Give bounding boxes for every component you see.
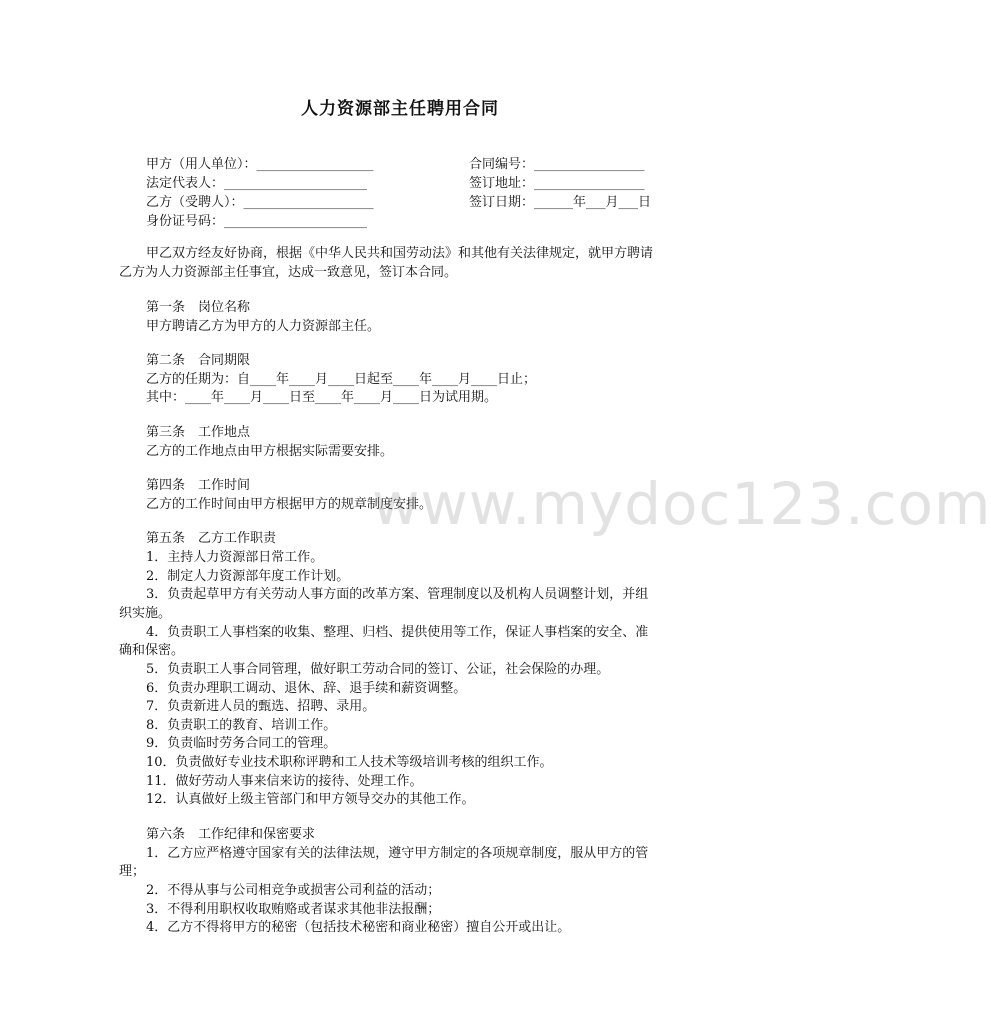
article-5-item: 9．负责临时劳务合同工的管理。 [146, 736, 337, 751]
article-4-body: 乙方的工作时间由甲方根据甲方的规章制度安排。 [146, 497, 433, 512]
article-6-item: 2．不得从事与公司相竞争或损害公司利益的活动； [146, 883, 441, 898]
article-2-line: 乙方的任期为：自____年____月____日起至____年____月____日止； [146, 372, 537, 387]
article-5-item: 6．负责办理职工调动、退休、辞、退手续和薪资调整。 [146, 681, 467, 696]
article-2-heading: 第二条 合同期限 [146, 353, 251, 368]
article-5-item: 4．负责职工人事档案的收集、整理、归档、提供使用等工作，保证人事档案的安全、准 [146, 625, 649, 640]
article-3-body: 乙方的工作地点由甲方根据实际需要安排。 [146, 444, 394, 459]
sign-place-field: 签订地址：_________________ [469, 176, 645, 191]
id-number-field: 身份证号码：______________________ [146, 214, 368, 229]
contract-no-field: 合同编号：_________________ [469, 157, 645, 172]
article-5-heading: 第五条 乙方工作职责 [146, 531, 277, 546]
article-6-item: 理； [119, 864, 146, 879]
intro-line: 乙方为人力资源部主任事宜，达成一致意见，签订本合同。 [119, 265, 458, 280]
article-6-heading: 第六条 工作纪律和保密要求 [146, 827, 316, 842]
watermark-text: www.mydoc123.com [372, 470, 991, 538]
article-5-item: 确和保密。 [119, 643, 185, 658]
article-3-heading: 第三条 工作地点 [146, 425, 251, 440]
article-5-item: 10．负责做好专业技术职称评聘和工人技术等级培训考核的组织工作。 [146, 755, 553, 770]
watermark [372, 470, 991, 538]
article-5-item: 7．负责新进人员的甄选、招聘、录用。 [146, 699, 376, 714]
intro-line: 甲乙双方经友好协商，根据《中华人民共和国劳动法》和其他有关法律规定，就甲方聘请 [146, 246, 654, 261]
article-5-item: 2．制定人力资源部年度工作计划。 [146, 569, 350, 584]
article-1-heading: 第一条 岗位名称 [146, 300, 251, 315]
article-4-heading: 第四条 工作时间 [146, 478, 251, 493]
article-1-body: 甲方聘请乙方为甲方的人力资源部主任。 [146, 319, 381, 334]
article-2-line: 其中：____年____月____日至____年____月____日为试用期。 [146, 390, 498, 405]
party-b-field: 乙方（受聘人）：____________________ [146, 195, 374, 210]
article-5-item: 11．做好劳动人事来信来访的接待、处理工作。 [146, 774, 423, 789]
article-6-item: 3．不得利用职权收取贿赂或者谋求其他非法报酬； [146, 902, 441, 917]
article-5-item: 12．认真做好上级主管部门和甲方领导交办的其他工作。 [146, 792, 475, 807]
article-5-item: 5．负责职工人事合同管理，做好职工劳动合同的签订、公证，社会保险的办理。 [146, 662, 610, 677]
article-5-item: 织实施。 [119, 606, 172, 621]
legal-rep-field: 法定代表人：______________________ [146, 176, 368, 191]
article-6-item: 4．乙方不得将甲方的秘密（包括技术秘密和商业秘密）擅自公开或出让。 [146, 920, 571, 935]
article-6-item: 1．乙方应严格遵守国家有关的法律法规，遵守甲方制定的各项规章制度，服从甲方的管 [146, 846, 649, 861]
party-a-field: 甲方（用人单位）：__________________ [146, 157, 374, 172]
article-5-item: 1．主持人力资源部日常工作。 [146, 550, 324, 565]
article-5-item: 8．负责职工的教育、培训工作。 [146, 718, 337, 733]
document-title: 人力资源部主任聘用合同 [301, 99, 499, 119]
sign-date-field: 签订日期：______年___月___日 [469, 195, 652, 210]
article-5-item: 3．负责起草甲方有关劳动人事方面的改革方案、管理制度以及机构人员调整计划，并组 [146, 587, 649, 602]
